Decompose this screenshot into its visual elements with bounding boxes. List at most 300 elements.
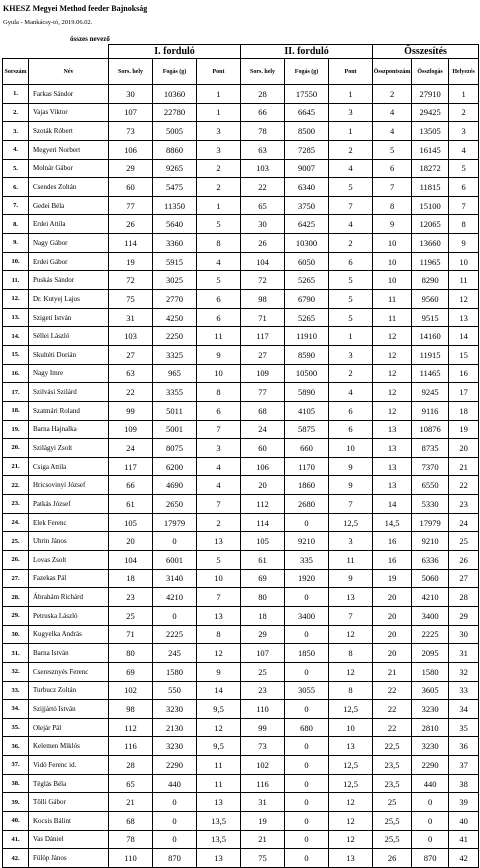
cell-r1-place: 18 [109, 569, 153, 588]
cell-total-points: 20 [373, 606, 412, 625]
header-spacer [3, 45, 109, 59]
cell-rank: 24 [449, 513, 479, 532]
cell-r1-place: 25 [109, 606, 153, 625]
cell-r1-place: 24 [109, 439, 153, 458]
cell-index: 7. [3, 196, 29, 215]
cell-r1-place: 117 [109, 457, 153, 476]
cell-total-points: 21 [373, 662, 412, 681]
cell-r2-place: 112 [241, 495, 285, 514]
cell-total-points: 8 [373, 196, 412, 215]
cell-index: 35. [3, 718, 29, 737]
cell-r1-points: 6 [197, 401, 241, 420]
cell-index: 15. [3, 345, 29, 364]
cell-total-points: 6 [373, 159, 412, 178]
cell-rank: 25 [449, 532, 479, 551]
table-row [3, 495, 479, 514]
cell-index: 11. [3, 271, 29, 290]
table-row [3, 345, 479, 364]
cell-r2-catch: 1860 [285, 476, 329, 495]
cell-r1-catch: 17979 [153, 513, 197, 532]
col-header-total-points: Összpontszám [373, 59, 412, 85]
cell-r2-place: 75 [241, 849, 285, 868]
cell-r2-points: 6 [329, 401, 373, 420]
cell-total-catch: 0 [412, 811, 449, 830]
cell-total-catch: 9515 [412, 308, 449, 327]
cell-total-points: 12 [373, 345, 412, 364]
cell-name: Tölli Gábor [29, 793, 109, 812]
group-header-row [3, 45, 479, 59]
cell-r2-points: 9 [329, 569, 373, 588]
cell-r2-catch: 335 [285, 551, 329, 570]
cell-r1-catch: 2225 [153, 625, 197, 644]
cell-total-points: 19 [373, 569, 412, 588]
cell-name: Turbucz Zoltán [29, 681, 109, 700]
cell-r1-place: 65 [109, 774, 153, 793]
group-round-1: I. forduló [109, 45, 241, 59]
cell-r1-place: 29 [109, 159, 153, 178]
cell-total-points: 10 [373, 252, 412, 271]
cell-r1-place: 63 [109, 364, 153, 383]
cell-name: Barna Hajnalka [29, 420, 109, 439]
cell-name: Cseresznyés Ferenc [29, 662, 109, 681]
cell-r1-place: 68 [109, 811, 153, 830]
cell-total-points: 10 [373, 234, 412, 253]
cell-r2-catch: 0 [285, 811, 329, 830]
cell-index: 42. [3, 849, 29, 868]
cell-r2-points: 13 [329, 849, 373, 868]
table-row [3, 588, 479, 607]
cell-total-catch: 7370 [412, 457, 449, 476]
cell-r2-points: 12 [329, 811, 373, 830]
cell-r2-place: 63 [241, 140, 285, 159]
cell-r1-points: 3 [197, 122, 241, 141]
cell-r1-points: 5 [197, 215, 241, 234]
cell-total-catch: 13505 [412, 122, 449, 141]
cell-r1-place: 105 [109, 513, 153, 532]
cell-total-catch: 11915 [412, 345, 449, 364]
cell-rank: 11 [449, 271, 479, 290]
cell-total-catch: 1580 [412, 662, 449, 681]
cell-name: Skultéti Dorián [29, 345, 109, 364]
cell-r2-catch: 9007 [285, 159, 329, 178]
table-row [3, 700, 479, 719]
cell-r2-points: 10 [329, 718, 373, 737]
cell-r2-place: 22 [241, 178, 285, 197]
cell-r2-points: 7 [329, 196, 373, 215]
cell-r2-place: 26 [241, 234, 285, 253]
cell-name: Patkás József [29, 495, 109, 514]
cell-total-points: 23,5 [373, 756, 412, 775]
cell-r1-place: 116 [109, 737, 153, 756]
table-row [3, 290, 479, 309]
cell-total-points: 11 [373, 308, 412, 327]
cell-name: Vas Dániel [29, 830, 109, 849]
cell-rank: 12 [449, 290, 479, 309]
cell-r2-points: 5 [329, 308, 373, 327]
cell-name: Csiga Attila [29, 457, 109, 476]
cell-total-catch: 3605 [412, 681, 449, 700]
cell-r1-catch: 4250 [153, 308, 197, 327]
cell-r1-catch: 3325 [153, 345, 197, 364]
cell-r1-place: 19 [109, 252, 153, 271]
cell-index: 36. [3, 737, 29, 756]
cell-r1-catch: 870 [153, 849, 197, 868]
cell-name: Puskás Sándor [29, 271, 109, 290]
table-row [3, 718, 479, 737]
cell-r1-place: 66 [109, 476, 153, 495]
cell-total-catch: 11965 [412, 252, 449, 271]
cell-r2-place: 102 [241, 756, 285, 775]
cell-total-catch: 440 [412, 774, 449, 793]
cell-r1-place: 72 [109, 271, 153, 290]
table-row [3, 122, 479, 141]
cell-rank: 37 [449, 756, 479, 775]
cell-r2-points: 2 [329, 364, 373, 383]
cell-total-catch: 10876 [412, 420, 449, 439]
cell-name: Vajas Viktor [29, 103, 109, 122]
cell-r2-points: 7 [329, 495, 373, 514]
cell-total-catch: 15100 [412, 196, 449, 215]
cell-r2-catch: 0 [285, 662, 329, 681]
cell-index: 23. [3, 495, 29, 514]
cell-total-catch: 2290 [412, 756, 449, 775]
cell-r1-place: 77 [109, 196, 153, 215]
cell-r1-points: 4 [197, 252, 241, 271]
cell-r2-catch: 8500 [285, 122, 329, 141]
cell-r1-points: 4 [197, 457, 241, 476]
cell-total-catch: 14160 [412, 327, 449, 346]
cell-index: 40. [3, 811, 29, 830]
cell-name: Gedei Béla [29, 196, 109, 215]
cell-r1-catch: 8860 [153, 140, 197, 159]
cell-r1-catch: 5915 [153, 252, 197, 271]
table-row [3, 308, 479, 327]
cell-r2-points: 5 [329, 178, 373, 197]
cell-r1-place: 114 [109, 234, 153, 253]
group-round-2: II. forduló [241, 45, 373, 59]
cell-total-points: 12 [373, 327, 412, 346]
cell-r2-points: 13 [329, 588, 373, 607]
cell-r2-catch: 2680 [285, 495, 329, 514]
cell-r2-place: 25 [241, 662, 285, 681]
cell-total-catch: 8735 [412, 439, 449, 458]
cell-index: 30. [3, 625, 29, 644]
category-label: összes nevező [70, 35, 110, 43]
cell-name: Uhrin János [29, 532, 109, 551]
cell-total-catch: 3230 [412, 700, 449, 719]
cell-r2-points: 9 [329, 476, 373, 495]
cell-r2-catch: 0 [285, 774, 329, 793]
cell-r2-place: 23 [241, 681, 285, 700]
cell-r2-catch: 6645 [285, 103, 329, 122]
cell-r2-catch: 0 [285, 830, 329, 849]
cell-r1-catch: 0 [153, 830, 197, 849]
cell-r1-catch: 0 [153, 793, 197, 812]
cell-index: 22. [3, 476, 29, 495]
cell-index: 21. [3, 457, 29, 476]
cell-r1-catch: 2650 [153, 495, 197, 514]
table-row [3, 401, 479, 420]
table-row [3, 85, 479, 104]
cell-r1-catch: 550 [153, 681, 197, 700]
cell-total-points: 13 [373, 476, 412, 495]
cell-rank: 10 [449, 252, 479, 271]
cell-r1-place: 71 [109, 625, 153, 644]
cell-rank: 23 [449, 495, 479, 514]
cell-index: 32. [3, 662, 29, 681]
cell-name: Szijjártó István [29, 700, 109, 719]
cell-total-catch: 5330 [412, 495, 449, 514]
cell-total-catch: 29425 [412, 103, 449, 122]
cell-rank: 42 [449, 849, 479, 868]
cell-r2-place: 78 [241, 122, 285, 141]
cell-r1-place: 109 [109, 420, 153, 439]
cell-r1-place: 60 [109, 178, 153, 197]
cell-r2-catch: 0 [285, 513, 329, 532]
cell-index: 20. [3, 439, 29, 458]
cell-total-points: 16 [373, 551, 412, 570]
col-header-rank: Helyezés [449, 59, 479, 85]
cell-index: 38. [3, 774, 29, 793]
cell-total-catch: 9210 [412, 532, 449, 551]
cell-r2-points: 3 [329, 532, 373, 551]
cell-total-catch: 6336 [412, 551, 449, 570]
cell-r1-place: 26 [109, 215, 153, 234]
cell-total-catch: 18272 [412, 159, 449, 178]
cell-r1-points: 13 [197, 606, 241, 625]
table-row [3, 644, 479, 663]
cell-r1-points: 8 [197, 625, 241, 644]
cell-r2-points: 3 [329, 103, 373, 122]
cell-total-points: 26 [373, 849, 412, 868]
cell-r2-points: 1 [329, 122, 373, 141]
cell-index: 14. [3, 327, 29, 346]
table-row [3, 662, 479, 681]
cell-r2-catch: 5890 [285, 383, 329, 402]
cell-r1-catch: 5475 [153, 178, 197, 197]
cell-r1-points: 6 [197, 290, 241, 309]
cell-name: Molnár Gábor [29, 159, 109, 178]
table-row [3, 364, 479, 383]
cell-index: 27. [3, 569, 29, 588]
cell-r2-catch: 6425 [285, 215, 329, 234]
cell-total-catch: 8290 [412, 271, 449, 290]
cell-total-catch: 13660 [412, 234, 449, 253]
cell-r2-place: 107 [241, 644, 285, 663]
cell-r1-catch: 6200 [153, 457, 197, 476]
cell-r2-catch: 6340 [285, 178, 329, 197]
cell-r2-points: 13 [329, 737, 373, 756]
cell-index: 13. [3, 308, 29, 327]
cell-r2-catch: 0 [285, 625, 329, 644]
cell-index: 4. [3, 140, 29, 159]
report-subtitle: Gyula - Mankácsy-tó, 2019.06.02. [3, 19, 93, 26]
cell-r2-catch: 0 [285, 849, 329, 868]
cell-total-catch: 9560 [412, 290, 449, 309]
cell-total-catch: 2095 [412, 644, 449, 663]
cell-r1-place: 61 [109, 495, 153, 514]
cell-r2-place: 30 [241, 215, 285, 234]
table-row [3, 271, 479, 290]
cell-name: Nagy Imre [29, 364, 109, 383]
cell-r1-catch: 3140 [153, 569, 197, 588]
cell-rank: 13 [449, 308, 479, 327]
cell-name: Petruska László [29, 606, 109, 625]
cell-r2-catch: 10300 [285, 234, 329, 253]
cell-name: Csendes Zoltán [29, 178, 109, 197]
cell-total-points: 20 [373, 625, 412, 644]
cell-index: 17. [3, 383, 29, 402]
cell-r1-points: 3 [197, 439, 241, 458]
cell-index: 18. [3, 401, 29, 420]
cell-r2-place: 116 [241, 774, 285, 793]
cell-r2-place: 21 [241, 830, 285, 849]
cell-r1-catch: 4210 [153, 588, 197, 607]
cell-r1-points: 1 [197, 196, 241, 215]
cell-rank: 29 [449, 606, 479, 625]
cell-r2-points: 6 [329, 420, 373, 439]
cell-rank: 9 [449, 234, 479, 253]
cell-index: 34. [3, 700, 29, 719]
cell-r1-place: 98 [109, 700, 153, 719]
cell-r1-points: 9 [197, 662, 241, 681]
cell-r2-catch: 1920 [285, 569, 329, 588]
cell-r2-points: 12,5 [329, 756, 373, 775]
cell-r2-catch: 7285 [285, 140, 329, 159]
cell-total-points: 16 [373, 532, 412, 551]
cell-r2-place: 29 [241, 625, 285, 644]
cell-r1-place: 107 [109, 103, 153, 122]
cell-total-points: 22,5 [373, 737, 412, 756]
cell-r2-catch: 8590 [285, 345, 329, 364]
cell-r1-catch: 22780 [153, 103, 197, 122]
cell-r2-points: 5 [329, 290, 373, 309]
cell-index: 2. [3, 103, 29, 122]
cell-total-catch: 11465 [412, 364, 449, 383]
cell-r2-points: 4 [329, 159, 373, 178]
cell-r2-place: 60 [241, 439, 285, 458]
cell-name: Megyeri Norbert [29, 140, 109, 159]
table-row [3, 439, 479, 458]
cell-r1-points: 4 [197, 476, 241, 495]
cell-r2-points: 12 [329, 662, 373, 681]
cell-r1-points: 5 [197, 271, 241, 290]
cell-r1-catch: 11350 [153, 196, 197, 215]
cell-total-points: 22 [373, 718, 412, 737]
cell-r1-catch: 2250 [153, 327, 197, 346]
cell-r2-points: 2 [329, 140, 373, 159]
cell-r1-place: 23 [109, 588, 153, 607]
cell-r2-place: 20 [241, 476, 285, 495]
cell-r2-place: 27 [241, 345, 285, 364]
cell-name: Szilvási Szilárd [29, 383, 109, 402]
cell-total-points: 14,5 [373, 513, 412, 532]
cell-r1-points: 12 [197, 644, 241, 663]
cell-name: Erdei Attila [29, 215, 109, 234]
cell-total-catch: 6550 [412, 476, 449, 495]
cell-rank: 6 [449, 178, 479, 197]
cell-total-points: 4 [373, 122, 412, 141]
cell-r1-catch: 3360 [153, 234, 197, 253]
cell-index: 19. [3, 420, 29, 439]
cell-r2-points: 12 [329, 793, 373, 812]
table-row [3, 252, 479, 271]
cell-total-catch: 9245 [412, 383, 449, 402]
col-header-r2-points: Pont [329, 59, 373, 85]
cell-r2-points: 4 [329, 215, 373, 234]
col-header-r2-catch: Fogás (g) [285, 59, 329, 85]
cell-r2-catch: 5265 [285, 271, 329, 290]
cell-r1-points: 2 [197, 513, 241, 532]
table-row [3, 159, 479, 178]
cell-r1-catch: 10360 [153, 85, 197, 104]
cell-r2-catch: 660 [285, 439, 329, 458]
cell-rank: 1 [449, 85, 479, 104]
cell-r1-catch: 3025 [153, 271, 197, 290]
cell-name: Szilágyi Zsolt [29, 439, 109, 458]
cell-total-catch: 9116 [412, 401, 449, 420]
cell-total-catch: 3400 [412, 606, 449, 625]
cell-r2-points: 1 [329, 327, 373, 346]
cell-r2-catch: 3750 [285, 196, 329, 215]
table-row [3, 513, 479, 532]
cell-r2-catch: 0 [285, 737, 329, 756]
cell-total-points: 11 [373, 290, 412, 309]
cell-index: 25. [3, 532, 29, 551]
cell-r2-points: 8 [329, 644, 373, 663]
cell-name: Ábrahám Richárd [29, 588, 109, 607]
cell-total-catch: 0 [412, 793, 449, 812]
cell-rank: 17 [449, 383, 479, 402]
cell-r2-catch: 9210 [285, 532, 329, 551]
cell-r2-points: 4 [329, 383, 373, 402]
cell-total-catch: 27910 [412, 85, 449, 104]
col-header-r1-points: Pont [197, 59, 241, 85]
cell-r1-points: 13 [197, 793, 241, 812]
cell-r2-place: 18 [241, 606, 285, 625]
cell-index: 31. [3, 644, 29, 663]
cell-r1-points: 2 [197, 159, 241, 178]
cell-total-catch: 0 [412, 830, 449, 849]
cell-total-points: 10 [373, 271, 412, 290]
cell-r2-place: 103 [241, 159, 285, 178]
cell-r2-place: 66 [241, 103, 285, 122]
cell-total-points: 25,5 [373, 830, 412, 849]
cell-r1-place: 103 [109, 327, 153, 346]
cell-r2-catch: 10500 [285, 364, 329, 383]
cell-index: 24. [3, 513, 29, 532]
cell-r2-points: 8 [329, 681, 373, 700]
cell-name: Lovas Zsolt [29, 551, 109, 570]
cell-total-points: 12 [373, 401, 412, 420]
cell-rank: 38 [449, 774, 479, 793]
cell-r2-points: 6 [329, 252, 373, 271]
cell-r1-points: 10 [197, 569, 241, 588]
cell-r2-place: 105 [241, 532, 285, 551]
table-row [3, 234, 479, 253]
cell-r2-place: 110 [241, 700, 285, 719]
cell-r1-catch: 5640 [153, 215, 197, 234]
cell-name: Téglás Béla [29, 774, 109, 793]
cell-r1-place: 22 [109, 383, 153, 402]
cell-r2-points: 10 [329, 439, 373, 458]
table-row [3, 420, 479, 439]
table-row [3, 625, 479, 644]
cell-name: Szigeti István [29, 308, 109, 327]
cell-name: Kelemen Miklós [29, 737, 109, 756]
cell-name: Szatmári Roland [29, 401, 109, 420]
cell-r1-catch: 2770 [153, 290, 197, 309]
